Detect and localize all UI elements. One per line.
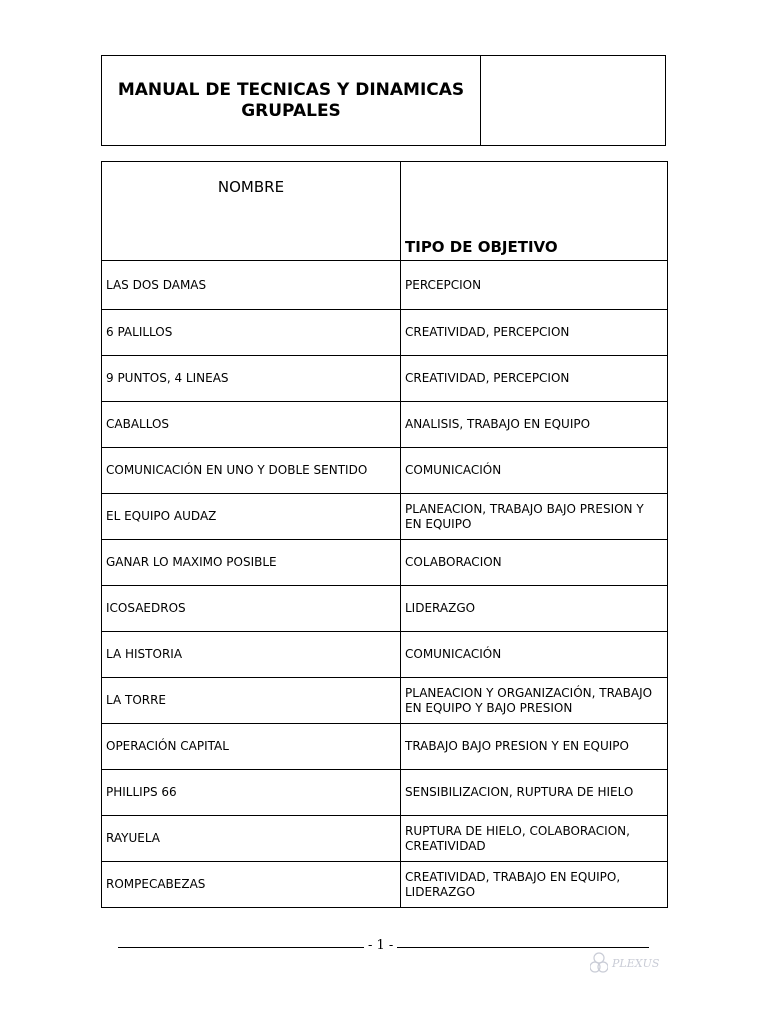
cell-tipo-objetivo: ANALISIS, TRABAJO EN EQUIPO — [401, 402, 668, 448]
table-row — [102, 402, 668, 448]
cell-tipo-objetivo: COLABORACION — [401, 540, 668, 586]
table-row — [102, 494, 668, 540]
table-row — [102, 310, 668, 356]
cell-nombre: CABALLOS — [102, 402, 401, 448]
table-row — [102, 540, 668, 586]
cell-tipo-objetivo: RUPTURA DE HIELO, COLABORACION, CREATIVIDAD — [401, 816, 668, 862]
table-row — [102, 448, 668, 494]
cell-nombre: EL EQUIPO AUDAZ — [102, 494, 401, 540]
cell-nombre: ROMPECABEZAS — [102, 862, 401, 908]
cell-tipo-objetivo: CREATIVIDAD, TRABAJO EN EQUIPO, LIDERAZGO — [401, 862, 668, 908]
table-row — [102, 632, 668, 678]
cell-tipo-objetivo: PERCEPCION — [401, 261, 668, 310]
cell-nombre: 6 PALILLOS — [102, 310, 401, 356]
cell-nombre: PHILLIPS 66 — [102, 770, 401, 816]
cell-nombre: OPERACIÓN CAPITAL — [102, 724, 401, 770]
title-empty-cell — [481, 56, 665, 145]
cell-nombre: LA TORRE — [102, 678, 401, 724]
table-row — [102, 261, 668, 310]
header-tipo-objetivo: TIPO DE OBJETIVO — [401, 162, 668, 261]
table-row — [102, 678, 668, 724]
cell-tipo-objetivo: COMUNICACIÓN — [401, 448, 668, 494]
cell-tipo-objetivo: SENSIBILIZACION, RUPTURA DE HIELO — [401, 770, 668, 816]
table-row — [102, 862, 668, 908]
table-row — [102, 816, 668, 862]
cell-tipo-objetivo: TRABAJO BAJO PRESION Y EN EQUIPO — [401, 724, 668, 770]
cell-tipo-objetivo: COMUNICACIÓN — [401, 632, 668, 678]
cell-tipo-objetivo: PLANEACION Y ORGANIZACIÓN, TRABAJO EN EQUIPO Y BAJO PRESION — [401, 678, 668, 724]
table-row — [102, 586, 668, 632]
cell-tipo-objetivo: LIDERAZGO — [401, 586, 668, 632]
table-row — [102, 724, 668, 770]
cell-tipo-objetivo: PLANEACION, TRABAJO BAJO PRESION Y EN EQUIPO — [401, 494, 668, 540]
table-row — [102, 356, 668, 402]
table-header-row — [102, 162, 668, 261]
header-nombre: NOMBRE — [102, 162, 401, 261]
techniques-table — [101, 161, 668, 908]
cell-tipo-objetivo: CREATIVIDAD, PERCEPCION — [401, 356, 668, 402]
logo-text: PLEXUS — [612, 956, 660, 970]
cell-nombre: COMUNICACIÓN EN UNO Y DOBLE SENTIDO — [102, 448, 401, 494]
table-row — [102, 770, 668, 816]
cell-nombre: GANAR LO MAXIMO POSIBLE — [102, 540, 401, 586]
cell-nombre: RAYUELA — [102, 816, 401, 862]
page-number: - 1 - — [364, 938, 397, 953]
cell-nombre: ICOSAEDROS — [102, 586, 401, 632]
cell-tipo-objetivo: CREATIVIDAD, PERCEPCION — [401, 310, 668, 356]
footer-logo — [590, 952, 659, 974]
cell-nombre: LAS DOS DAMAS — [102, 261, 401, 310]
document-title: MANUAL DE TECNICAS Y DINAMICAS GRUPALES — [102, 56, 481, 145]
title-box — [101, 55, 666, 146]
cell-nombre: LA HISTORIA — [102, 632, 401, 678]
cell-nombre: 9 PUNTOS, 4 LINEAS — [102, 356, 401, 402]
plexus-rings-icon — [590, 952, 608, 974]
